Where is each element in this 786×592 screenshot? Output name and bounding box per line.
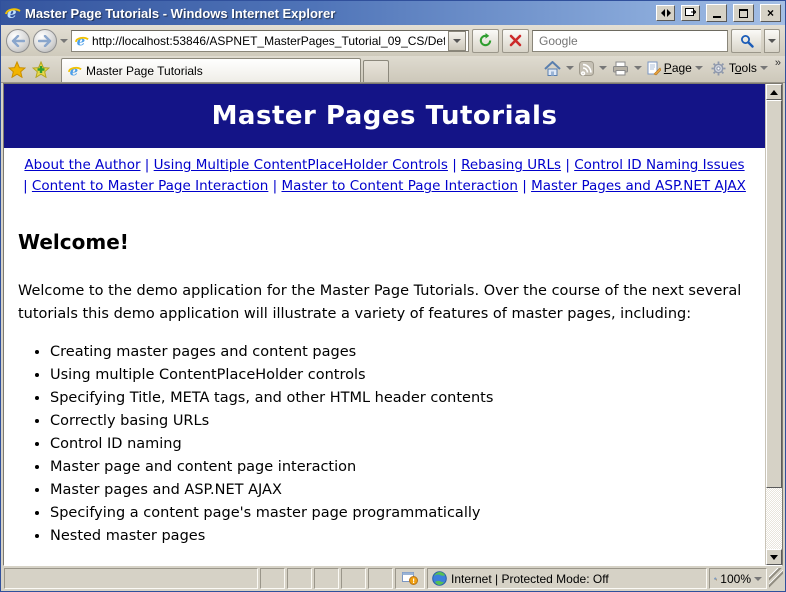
nav-link[interactable]: Rebasing URLs (461, 157, 562, 173)
resize-grip[interactable] (769, 568, 783, 589)
command-bar (389, 56, 781, 82)
minimize-button[interactable] (706, 4, 727, 22)
scrollbar-thumb[interactable] (766, 100, 782, 488)
vertical-scrollbar[interactable] (765, 84, 782, 565)
svg-text:e: e (76, 33, 86, 48)
search-input[interactable] (537, 33, 723, 49)
popup-blocked-indicator[interactable] (395, 568, 425, 589)
nav-link[interactable]: About the Author (24, 157, 141, 173)
scroll-up-button[interactable] (766, 84, 782, 100)
feature-list-item: • Specifying a content page's master page programmatically (50, 502, 765, 525)
zoom-control[interactable] (709, 568, 767, 589)
title-bar[interactable] (1, 1, 785, 25)
feature-list (4, 341, 765, 548)
tab-master-page-tutorials[interactable] (61, 58, 361, 82)
status-panel-5 (368, 568, 393, 589)
feeds-dropdown-icon[interactable] (599, 66, 607, 70)
home-button[interactable] (541, 59, 564, 78)
page-menu-button[interactable] (644, 59, 706, 78)
tab-bar (1, 56, 785, 83)
scrollbar-track[interactable] (766, 488, 782, 549)
nav-separator: | (268, 178, 282, 194)
feature-list-item: • Nested master pages (50, 525, 765, 548)
security-zone-panel (427, 568, 707, 589)
zoom-magnifier-icon (714, 573, 717, 585)
nav-link[interactable]: Master to Content Page Interaction (281, 178, 518, 194)
page-banner: Master Pages Tutorials (4, 84, 765, 148)
feature-list-item: • Specifying Title, META tags, and other HTML header contents (50, 387, 765, 410)
title-extra-window-button[interactable] (681, 5, 700, 21)
maximize-button[interactable] (733, 4, 754, 22)
status-message-panel (4, 568, 258, 589)
address-field[interactable] (71, 30, 469, 52)
home-dropdown-icon[interactable] (566, 66, 574, 70)
page-favicon-icon (75, 34, 89, 48)
svg-text:!: ! (412, 577, 416, 585)
svg-text:e: e (69, 63, 79, 78)
feature-list-item: • Correctly basing URLs (50, 410, 765, 433)
search-box[interactable] (532, 30, 728, 52)
status-panel-2 (287, 568, 312, 589)
scroll-down-button[interactable] (766, 549, 782, 565)
search-options-dropdown[interactable] (764, 29, 780, 53)
add-favorite-button[interactable] (29, 58, 53, 81)
page-intro-paragraph: Welcome to the demo application for the Master Page Tutorials. Over the course of the next several tutorials this demo application will illustrate a variety of features of master pages, including: (18, 283, 742, 322)
tools-menu-label: Tools (728, 61, 757, 75)
refresh-button[interactable] (472, 29, 499, 53)
nav-separator: | (140, 157, 154, 173)
status-panel-1 (260, 568, 285, 589)
address-toolbar (1, 25, 785, 56)
nav-link[interactable]: Control ID Naming Issues (574, 157, 745, 173)
zoom-dropdown-icon[interactable] (754, 577, 762, 581)
title-extra-arrows-button[interactable] (656, 5, 675, 21)
nav-link[interactable]: Content to Master Page Interaction (31, 178, 269, 194)
internet-zone-globe-icon (432, 571, 447, 586)
nav-separator: | (561, 157, 575, 173)
browser-viewport (3, 83, 783, 566)
nav-separator: | (447, 157, 462, 173)
history-dropdown-icon[interactable] (60, 39, 68, 43)
status-panel-4 (341, 568, 366, 589)
back-button[interactable] (6, 29, 30, 53)
address-dropdown-button[interactable] (448, 31, 466, 51)
new-tab-button[interactable] (363, 60, 389, 82)
nav-separator: | (23, 178, 32, 194)
tools-menu-button[interactable] (708, 59, 771, 78)
tab-favicon-icon (68, 64, 82, 78)
nav-link[interactable]: Master Pages and ASP.NET AJAX (531, 178, 746, 194)
tools-dropdown-icon[interactable] (760, 66, 768, 70)
favorites-center-button[interactable] (5, 58, 29, 81)
tab-label: Master Page Tutorials (86, 63, 203, 78)
feature-list-item: • Master page and content page interaction (50, 456, 765, 479)
web-page (4, 84, 765, 565)
feature-list-item: • Master pages and ASP.NET AJAX (50, 479, 765, 502)
nav-separator: | (517, 178, 532, 194)
print-dropdown-icon[interactable] (634, 66, 642, 70)
print-button[interactable] (609, 59, 632, 78)
page-menu-label: Page (663, 61, 692, 75)
stop-button[interactable] (502, 29, 529, 53)
feature-list-item: • Creating master pages and content pages (50, 341, 765, 364)
feature-list-item: • Using multiple ContentPlaceHolder controls (50, 364, 765, 387)
zoom-level-text: 100% (720, 571, 751, 586)
window-title: Master Page Tutorials - Windows Internet Explorer (25, 5, 336, 21)
status-bar (1, 566, 785, 591)
search-button[interactable] (731, 29, 761, 53)
status-panel-3 (314, 568, 339, 589)
feature-list-item: • Control ID naming (50, 433, 765, 456)
command-overflow-chevron[interactable]: » (774, 57, 781, 69)
page-heading: Welcome! (18, 230, 129, 254)
svg-text:e: e (7, 5, 17, 21)
ie-logo-icon (5, 5, 21, 21)
page-nav-links (4, 148, 765, 203)
nav-link[interactable]: Using Multiple ContentPlaceHolder Controls (153, 157, 448, 173)
forward-button[interactable] (33, 29, 57, 53)
close-button[interactable]: × (760, 4, 781, 22)
security-zone-text: Internet | Protected Mode: Off (451, 571, 609, 586)
feeds-button[interactable] (576, 59, 597, 78)
address-input[interactable] (92, 34, 445, 48)
page-dropdown-icon[interactable] (695, 66, 703, 70)
